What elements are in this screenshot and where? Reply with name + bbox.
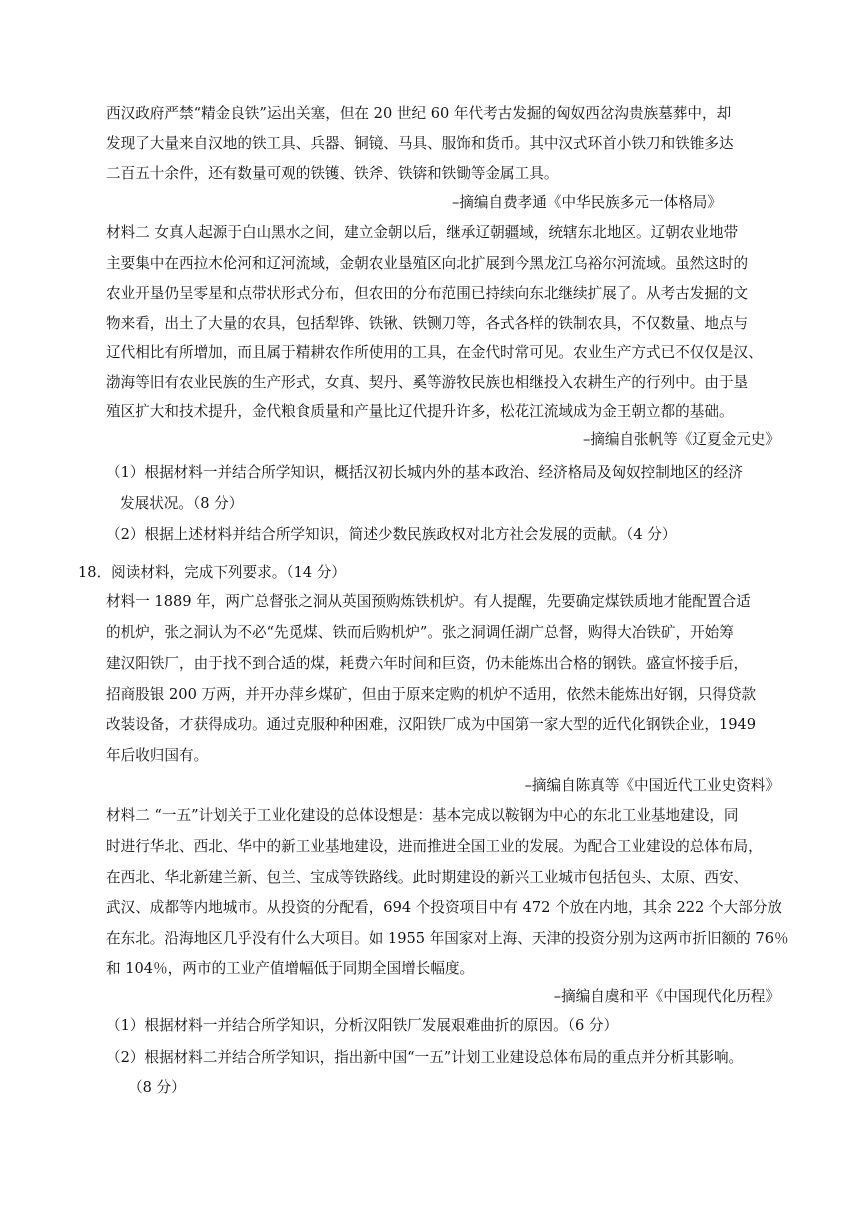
q18-material2-source: –摘编自虞和平《中国现代化历程》: [553, 988, 780, 1005]
q18-material2-line-1: 材料二 “一五”计划关于工业化建设的总体设想是：基本完成以鞍钢为中心的东北工业基地建设，同: [106, 807, 739, 824]
question-18-2-line-2: （8 分）: [128, 1079, 186, 1096]
q18-material1-source: –摘编自陈真等《中国近代工业史资料》: [524, 777, 780, 794]
material2-line-3: 农业开垦仍呈零星和点带状形式分布，但农田的分布范围已持续向东北继续扩展了。从考古发掘的文: [106, 285, 749, 302]
q18-material1-line-6: 年后收归国有。: [106, 747, 209, 764]
material1-line-3: 二百五十余件，还有数量可观的铁镬、铁斧、铁锛和铁锄等金属工具。: [106, 165, 559, 182]
material1-line-1: 西汉政府严禁“精金良铁”运出关塞，但在 20 世纪 60 年代考古发掘的匈奴西岔沟贵族墓葬中，却: [106, 105, 732, 122]
q18-material2-line-2: 时进行华北、西北、华中的新工业基地建设，进而推进全国工业的发展。为配合工业建设的总体布局，: [106, 838, 763, 855]
question-18-1: （1）根据材料一并结合所学知识，分析汉阳铁厂发展艰难曲折的原因。（6 分）: [106, 1017, 619, 1034]
question-17-1-line-2: 发展状况。（8 分）: [120, 495, 244, 512]
q18-material2-line-3: 在西北、华北新建兰新、包兰、宝成等铁路线。此时期建设的新兴工业城市包括包头、太原、西安、: [106, 869, 749, 886]
question-17-1-line-1: （1）根据材料一并结合所学知识，概括汉初长城内外的基本政治、经济格局及匈奴控制地区的经济: [106, 464, 743, 481]
question-18-2-line-1: （2）根据材料二并结合所学知识，指出新中国“一五”计划工业建设总体布局的重点并分析其影响。: [106, 1049, 744, 1066]
material2-line-7: 殖区扩大和技术提升，金代粮食质量和产量比辽代提升许多，松花江流域成为金王朝立都的基础。: [106, 403, 734, 420]
material1-line-2: 发现了大量来自汉地的铁工具、兵器、铜镜、马具、服饰和货币。其中汉式环首小铁刀和铁锥多达: [106, 135, 734, 152]
question-18-title: 18．阅读材料，完成下列要求。（14 分）: [78, 564, 346, 581]
q18-material1-line-3: 建汉阳铁厂，由于找不到合适的煤，耗费六年时间和巨资，仍未能炼出合格的钢铁。盛宣怀接手后，: [106, 655, 749, 672]
material2-source: –摘编自张帆等《辽夏金元史》: [582, 431, 780, 448]
material1-source: –摘编自费孝通《中华民族多元一体格局》: [452, 194, 722, 211]
q18-material1-line-5: 改装设备，才获得成功。通过克服种种困难，汉阳铁厂成为中国第一家大型的近代化钢铁企业，1949: [106, 716, 757, 733]
q18-material1-line-2: 的机炉，张之洞认为不必“先觅煤、铁而后购机炉”。张之洞调任湖广总督，购得大冶铁矿，开始筹: [106, 624, 734, 641]
material2-line-5: 辽代相比有所增加，而且属于精耕农作所使用的工具，在金代时常可见。农业生产方式已不仅仅是汉、: [106, 344, 763, 361]
q18-material2-line-6: 和 104％，两市的工业产值增幅低于同期全国增长幅度。: [106, 960, 475, 977]
material2-line-4: 物来看，出土了大量的农具，包括犁铧、铁锹、铁铡刀等，各式各样的铁制农具，不仅数量、地点与: [106, 315, 749, 332]
question-17-2: （2）根据上述材料并结合所学知识，简述少数民族政权对北方社会发展的贡献。（4 分）: [106, 526, 677, 543]
material2-line-6: 渤海等旧有农业民族的生产形式，女真、契丹、奚等游牧民族也相继投入农耕生产的行列中。由于垦: [106, 374, 749, 391]
q18-material2-line-4: 武汉、成都等内地城市。从投资的分配看，694 个投资项目中有 472 个放在内地，其余 222 个大部分放: [106, 899, 782, 916]
q18-material1-line-4: 招商股银 200 万两，并开办萍乡煤矿，但由于原来定购的机炉不适用，依然未能炼出好钢，只得贷款: [106, 686, 757, 703]
q18-material1-line-1: 材料一 1889 年，两广总督张之洞从英国预购炼铁机炉。有人提醒，先要确定煤铁质地才能配置合适: [106, 593, 751, 610]
q18-material2-line-5: 在东北。沿海地区几乎没有什么大项目。如 1955 年国家对上海、天津的投资分别为这两市折旧额的 76％: [106, 930, 789, 947]
material2-line-1: 材料二 女真人起源于白山黑水之间，建立金朝以后，继承辽朝疆域，统辖东北地区。辽朝农业地带: [106, 224, 739, 241]
material2-line-2: 主要集中在西拉木伦河和辽河流域，金朝农业垦殖区向北扩展到今黑龙江乌裕尔河流域。虽然这时的: [106, 255, 749, 272]
